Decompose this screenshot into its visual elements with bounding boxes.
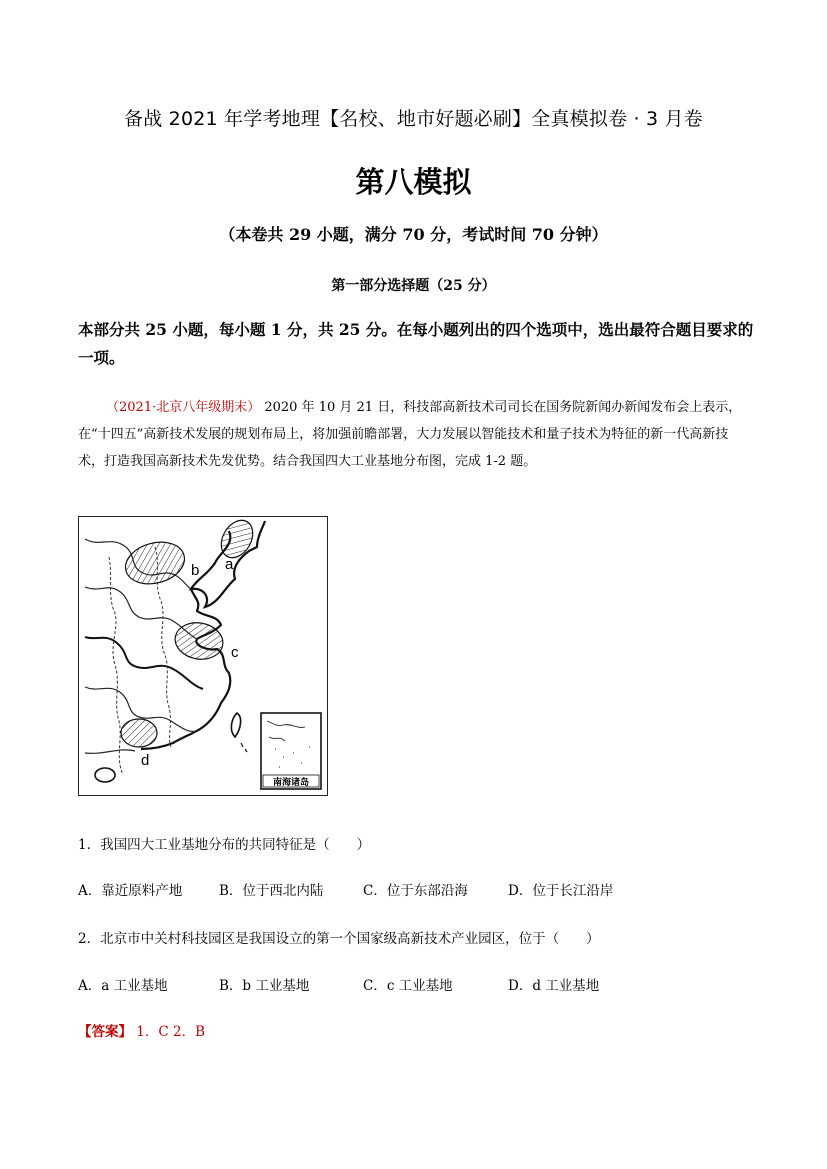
q2-option-b[interactable]: B．b 工业基地: [219, 978, 310, 994]
inset-label: 南海诸岛: [272, 778, 310, 788]
label-c: c: [231, 644, 239, 661]
island-marks: [241, 743, 247, 752]
q1-option-c[interactable]: C．位于东部沿海: [363, 883, 468, 899]
question-2-stem: 2．北京市中关村科技园区是我国设立的第一个国家级高新技术产业园区，位于（ ）: [78, 931, 600, 947]
q1-option-d[interactable]: D．位于长江沿岸: [508, 883, 614, 899]
material-text: 2020 年 10 月 21 日，科技部高新技术司司长在国务院新闻办新闻发布会上表示，在“十四五”高新技术发展的规划布局上，将加强前瞻部署，大力发展以智能技术和量子技术为特征的新一代高新技术，打造我国高新技术先发优势。结合我国四大工业基地分布图，完成 1-2 题。: [78, 400, 742, 469]
document-title: 备战 2021 年学考地理【名校、地市好题必刷】全真模拟卷 · 3 月卷: [124, 108, 703, 130]
base-b-region: [121, 536, 189, 590]
document-subtitle: 第八模拟: [355, 165, 472, 199]
answer-label: 【答案】: [78, 1024, 132, 1040]
answer-line: [78, 1020, 205, 1040]
q2-option-a[interactable]: A．a 工业基地: [78, 978, 168, 994]
base-d-region: [121, 719, 157, 747]
border-line: [85, 750, 135, 753]
q2-option-c[interactable]: C．c 工业基地: [363, 978, 453, 994]
exam-note: （本卷共 29 小题，满分 70 分，考试时间 70 分钟）: [219, 225, 608, 244]
industrial-base-map: [78, 516, 328, 796]
map-figure: [79, 517, 326, 794]
section-heading: 第一部分选择题（25 分）: [331, 278, 496, 294]
taiwan-island: [231, 713, 240, 737]
q1-option-a[interactable]: A．靠近原料产地: [78, 883, 183, 899]
q2-option-d[interactable]: D．d 工业基地: [508, 978, 600, 994]
section-instruction: 本部分共 25 小题，每小题 1 分，共 25 分。在每小题列出的四个选项中，选出最符合题目要求的一项。: [78, 320, 754, 367]
question-1-stem: 1．我国四大工业基地分布的共同特征是（ ）: [78, 837, 371, 853]
q1-option-b[interactable]: B．位于西北内陆: [219, 883, 324, 899]
hainan-island: [95, 768, 115, 782]
label-d: d: [141, 752, 150, 769]
material-paragraph: [78, 394, 750, 475]
base-a-region: [215, 517, 259, 563]
answer-text: 1．C 2．B: [136, 1024, 206, 1040]
label-b: b: [191, 562, 200, 579]
label-a: a: [225, 556, 234, 573]
material-source: （2021·北京八年级期末）: [106, 400, 261, 415]
